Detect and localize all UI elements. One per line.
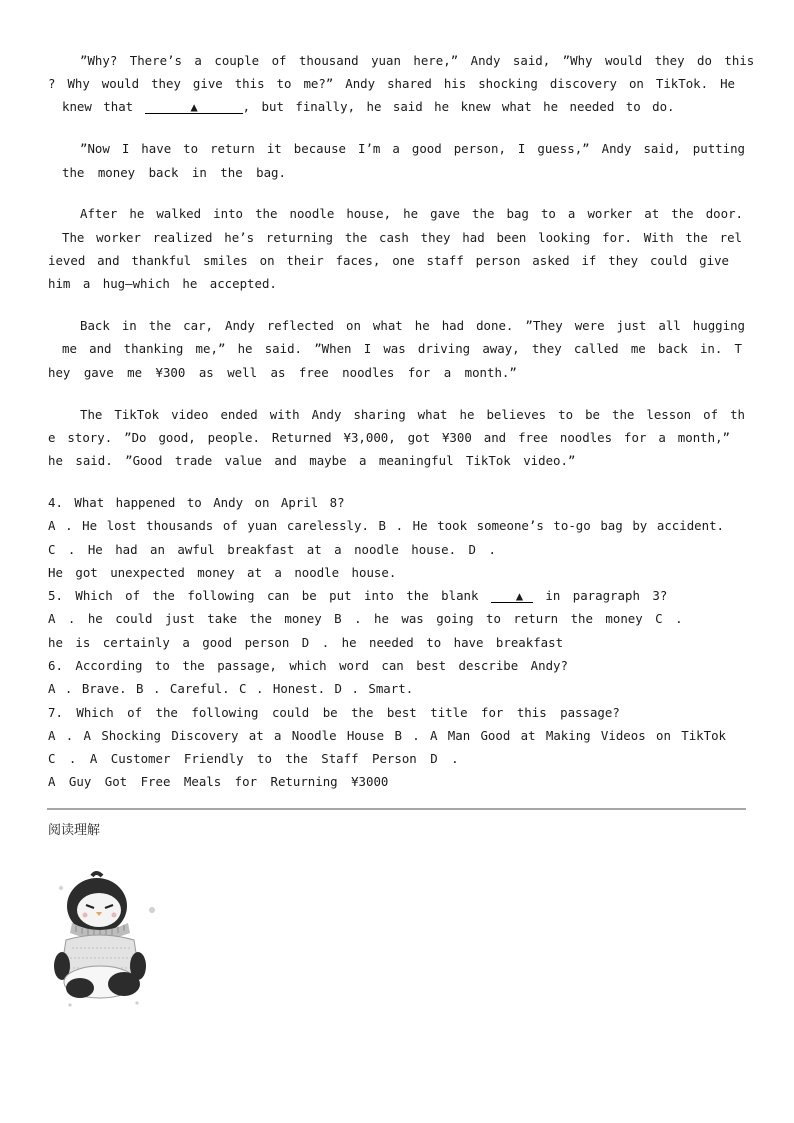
p5-line-1: The TikTok video ended with Andy sharing what he believes to be the lesson of th [80, 407, 745, 422]
p1-line-3-end: , but finally, he said he knew what he needed to do. [242, 99, 675, 114]
question-4-options-1: A . He lost thousands of yuan carelessly. B . He took someone’s to-go bag by accident. [48, 518, 724, 533]
penguin-in-sweater-icon [52, 870, 162, 1014]
question-4-options-2: C . He had an awful breakfast at a noodle house. D . [48, 542, 496, 557]
question-4-options-3: He got unexpected money at a noodle house. [48, 565, 397, 580]
question-5-blank [491, 590, 533, 603]
p1-line-2: ? Why would they give this to me?” Andy shared his shocking discovery on TikTok. He [48, 76, 735, 91]
section-title: 阅读理解 [48, 823, 101, 838]
question-6-stem: 6. According to the passage, which word can best describe Andy? [48, 658, 568, 673]
p2-line-1: ”Now I have to return it because I’m a good person, I guess,” Andy said, putting [80, 141, 745, 156]
p1-line-3 [62, 99, 675, 115]
triangle-marker-icon: ▲ [515, 589, 524, 603]
question-7-options-3: A Guy Got Free Meals for Returning ¥3000 [48, 774, 389, 789]
question-5-options-1: A . he could just take the money B . he was going to return the money C . [48, 611, 683, 626]
question-5-options-2: he is certainly a good person D . he needed to have breakfast [48, 635, 564, 650]
p1-line-1: ”Why? There’s a couple of thousand yuan here,” Andy said, ”Why would they do this [80, 53, 755, 68]
p5-line-2: e story. ”Do good, people. Returned ¥3,000, got ¥300 and free noodles for a month,” [48, 430, 730, 445]
p1-line-3-start: knew that [62, 99, 145, 114]
question-5-stem-start: 5. Which of the following can be put into the blank [48, 588, 491, 603]
triangle-marker-icon: ▲ [190, 100, 198, 114]
question-5-stem-end: in paragraph 3? [532, 588, 668, 603]
answer-blank-p3 [145, 101, 243, 114]
question-7-options-1: A . A Shocking Discovery at a Noodle House B . A Man Good at Making Videos on TikTok [48, 728, 726, 743]
p3-line-2: The worker realized he’s returning the cash they had been looking for. With the rel [62, 230, 742, 245]
p5-line-3: he said. ”Good trade value and maybe a meaningful TikTok video.” [48, 453, 576, 468]
p3-line-1: After he walked into the noodle house, he gave the bag to a worker at the door. [80, 206, 743, 221]
section-divider [47, 808, 746, 810]
question-4-stem: 4. What happened to Andy on April 8? [48, 495, 345, 510]
p3-line-4: him a hug—which he accepted. [48, 276, 277, 291]
p4-line-3: hey gave me ¥300 as well as free noodles for a month.” [48, 365, 517, 380]
p3-line-3: ieved and thankful smiles on their faces, one staff person asked if they could give [48, 253, 729, 268]
question-5-stem [48, 588, 667, 604]
question-7-options-2: C . A Customer Friendly to the Staff Person D . [48, 751, 459, 766]
question-7-stem: 7. Which of the following could be the best title for this passage? [48, 705, 620, 720]
p2-line-2: the money back in the bag. [62, 165, 286, 180]
p4-line-1: Back in the car, Andy reflected on what he had done. ”They were just all hugging [80, 318, 745, 333]
p4-line-2: me and thanking me,” he said. ”When I was driving away, they called me back in. T [62, 341, 742, 356]
question-6-options: A . Brave. B . Careful. C . Honest. D . Smart. [48, 681, 414, 696]
